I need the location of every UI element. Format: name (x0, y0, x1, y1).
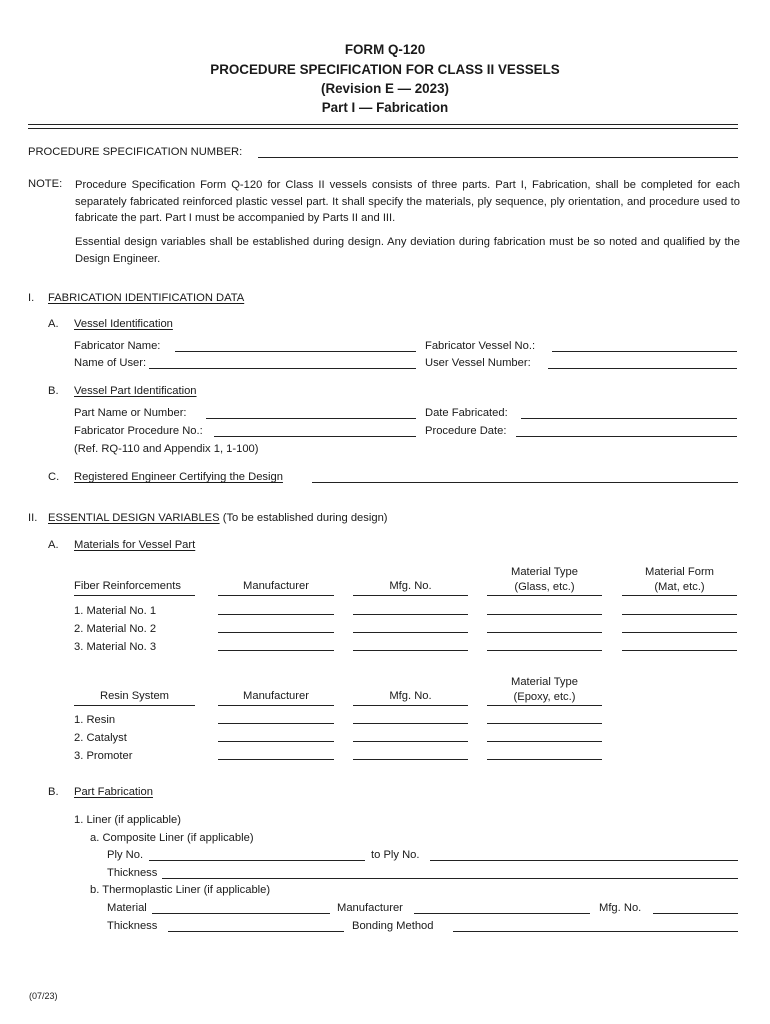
form-part: Part I — Fabrication (321, 100, 449, 115)
fabricator-procedure-no-field[interactable] (214, 436, 416, 437)
name-of-user-label: Name of User: (74, 357, 147, 369)
procedure-date-field[interactable] (516, 436, 737, 437)
resin-mfg-no-header: Mfg. No. (389, 690, 432, 702)
section-2-subtitle: (To be established during design) (222, 512, 388, 524)
fabricator-procedure-no-label: Fabricator Procedure No.: (74, 425, 203, 437)
registered-engineer-field[interactable] (312, 482, 738, 483)
date-fabricated-field[interactable] (521, 418, 737, 419)
fiber-row-label: 3. Material No. 3 (74, 641, 157, 653)
fiber-2-material-type-field[interactable] (487, 632, 602, 633)
fiber-reinforcements-header: Fiber Reinforcements (74, 580, 181, 592)
section-1c-letter: C. (48, 471, 60, 483)
header-rule-bottom (28, 128, 738, 129)
to-ply-no-label: to Ply No. (371, 849, 420, 861)
section-1-title: FABRICATION IDENTIFICATION DATA (48, 292, 245, 304)
resin-3-manufacturer-field[interactable] (218, 759, 334, 760)
header-rule-top (28, 124, 738, 125)
fiber-manufacturer-header: Manufacturer (243, 580, 309, 592)
thermoplastic-manufacturer-label: Manufacturer (337, 902, 403, 914)
section-2-title: ESSENTIAL DESIGN VARIABLES (48, 512, 220, 524)
resin-mfg-no-header-underline (353, 705, 468, 706)
resin-row-label: 2. Catalyst (74, 732, 127, 744)
section-2-heading (48, 512, 388, 524)
composite-thickness-label: Thickness (107, 867, 158, 879)
section-1-number: I. (28, 292, 35, 304)
user-vessel-number-field[interactable] (548, 368, 737, 369)
fabricator-name-label: Fabricator Name: (74, 340, 161, 352)
material-form-sub: (Mat, etc.) (654, 581, 705, 593)
section-2a-letter: A. (48, 539, 59, 551)
thermoplastic-mfg-no-field[interactable] (653, 913, 738, 914)
ply-no-to-field[interactable] (430, 860, 738, 861)
material-label: Material (107, 902, 147, 914)
resin-system-header: Resin System (99, 690, 169, 702)
form-revision: (Revision E — 2023) (320, 81, 449, 96)
fiber-3-mfg-no-field[interactable] (353, 650, 468, 651)
fiber-3-manufacturer-field[interactable] (218, 650, 334, 651)
thermoplastic-mfg-no-label: Mfg. No. (599, 902, 642, 914)
bonding-method-field[interactable] (453, 931, 738, 932)
resin-2-manufacturer-field[interactable] (218, 741, 334, 742)
procedure-date-label: Procedure Date: (425, 425, 507, 437)
thermoplastic-thickness-label: Thickness (107, 920, 158, 932)
thermoplastic-thickness-field[interactable] (168, 931, 344, 932)
name-of-user-field[interactable] (149, 368, 416, 369)
resin-material-type-header-underline (487, 705, 602, 706)
reference-note: (Ref. RQ-110 and Appendix 1, 1-100) (74, 443, 259, 455)
fiber-material-type-header-underline (487, 595, 602, 596)
date-fabricated-label: Date Fabricated: (425, 407, 508, 419)
user-vessel-number-label: User Vessel Number: (425, 357, 531, 369)
fiber-1-manufacturer-field[interactable] (218, 614, 334, 615)
resin-2-mfg-no-field[interactable] (353, 741, 468, 742)
bonding-method-label: Bonding Method (352, 920, 434, 932)
section-1b-letter: B. (48, 385, 59, 397)
procedure-spec-number-field[interactable] (258, 157, 738, 158)
fabricator-vessel-no-field[interactable] (552, 351, 737, 352)
liner-label: 1. Liner (if applicable) (74, 814, 181, 826)
fiber-mfg-no-header-underline (353, 595, 468, 596)
fabricator-name-field[interactable] (175, 351, 416, 352)
resin-1-manufacturer-field[interactable] (218, 723, 334, 724)
thermoplastic-material-field[interactable] (152, 913, 330, 914)
resin-header-underline (74, 705, 195, 706)
ply-no-label: Ply No. (107, 849, 144, 861)
fiber-manufacturer-header-underline (218, 595, 334, 596)
procedure-spec-number-label: PROCEDURE SPECIFICATION NUMBER: (28, 146, 243, 158)
section-1a-letter: A. (48, 318, 59, 330)
fiber-mfg-no-header: Mfg. No. (389, 580, 432, 592)
resin-row-label: 3. Promoter (74, 750, 133, 762)
note-paragraph-1: Procedure Specification Form Q-120 for Class II vessels consists of three parts. Part I, Fabrication, shall be completed for each separately fabricated reinforced plastic vessel part. It shall specify the materials, ply sequence, ply orientation, and procedure used to fabricate the part. Part I must be accompanied by Parts II and III. (75, 179, 740, 224)
resin-3-mfg-no-field[interactable] (353, 759, 468, 760)
section-2b-title: Part Fabrication (74, 786, 153, 798)
resin-material-type-header: Material Type (511, 676, 578, 688)
fiber-material-type-sub: (Glass, etc.) (514, 581, 575, 593)
fiber-row-label: 1. Material No. 1 (74, 605, 157, 617)
form-number: FORM Q-120 (344, 42, 426, 57)
thermoplastic-liner-label: b. Thermoplastic Liner (if applicable) (90, 884, 271, 896)
fiber-row-label: 2. Material No. 2 (74, 623, 157, 635)
material-form-header-underline (622, 595, 737, 596)
fiber-header-underline (74, 595, 195, 596)
resin-manufacturer-header: Manufacturer (243, 690, 309, 702)
fiber-1-material-type-field[interactable] (487, 614, 602, 615)
fiber-3-material-form-field[interactable] (622, 650, 737, 651)
fiber-2-material-form-field[interactable] (622, 632, 737, 633)
fiber-1-mfg-no-field[interactable] (353, 614, 468, 615)
form-date-code: (07/23) (29, 991, 58, 1001)
section-2a-title: Materials for Vessel Part (74, 539, 196, 551)
material-form-header: Material Form (645, 566, 714, 578)
resin-1-mfg-no-field[interactable] (353, 723, 468, 724)
part-name-field[interactable] (206, 418, 416, 419)
composite-liner-label: a. Composite Liner (if applicable) (90, 832, 254, 844)
section-1a-title: Vessel Identification (74, 318, 173, 330)
section-1b-title: Vessel Part Identification (74, 385, 197, 397)
fabricator-vessel-no-label: Fabricator Vessel No.: (425, 340, 536, 352)
fiber-1-material-form-field[interactable] (622, 614, 737, 615)
composite-thickness-field[interactable] (162, 878, 738, 879)
resin-row-label: 1. Resin (74, 714, 116, 726)
fiber-material-type-header: Material Type (511, 566, 578, 578)
resin-3-material-type-field[interactable] (487, 759, 602, 760)
form-title: PROCEDURE SPECIFICATION FOR CLASS II VESSELS (210, 62, 560, 77)
resin-material-type-sub: (Epoxy, etc.) (513, 691, 576, 703)
fiber-2-manufacturer-field[interactable] (218, 632, 334, 633)
ply-no-from-field[interactable] (149, 860, 365, 861)
note-paragraph-2: Essential design variables shall be established during design. Any deviation during fabrication must be so noted and qualified by the Design Engineer. (75, 236, 740, 265)
section-2-number: II. (28, 512, 38, 524)
note-label: NOTE: (28, 178, 63, 190)
resin-manufacturer-header-underline (218, 705, 334, 706)
section-1c-title: Registered Engineer Certifying the Design (74, 471, 283, 483)
resin-1-material-type-field[interactable] (487, 723, 602, 724)
resin-2-material-type-field[interactable] (487, 741, 602, 742)
fiber-3-material-type-field[interactable] (487, 650, 602, 651)
section-2b-letter: B. (48, 786, 59, 798)
part-name-label: Part Name or Number: (74, 407, 187, 419)
thermoplastic-manufacturer-field[interactable] (414, 913, 590, 914)
fiber-2-mfg-no-field[interactable] (353, 632, 468, 633)
